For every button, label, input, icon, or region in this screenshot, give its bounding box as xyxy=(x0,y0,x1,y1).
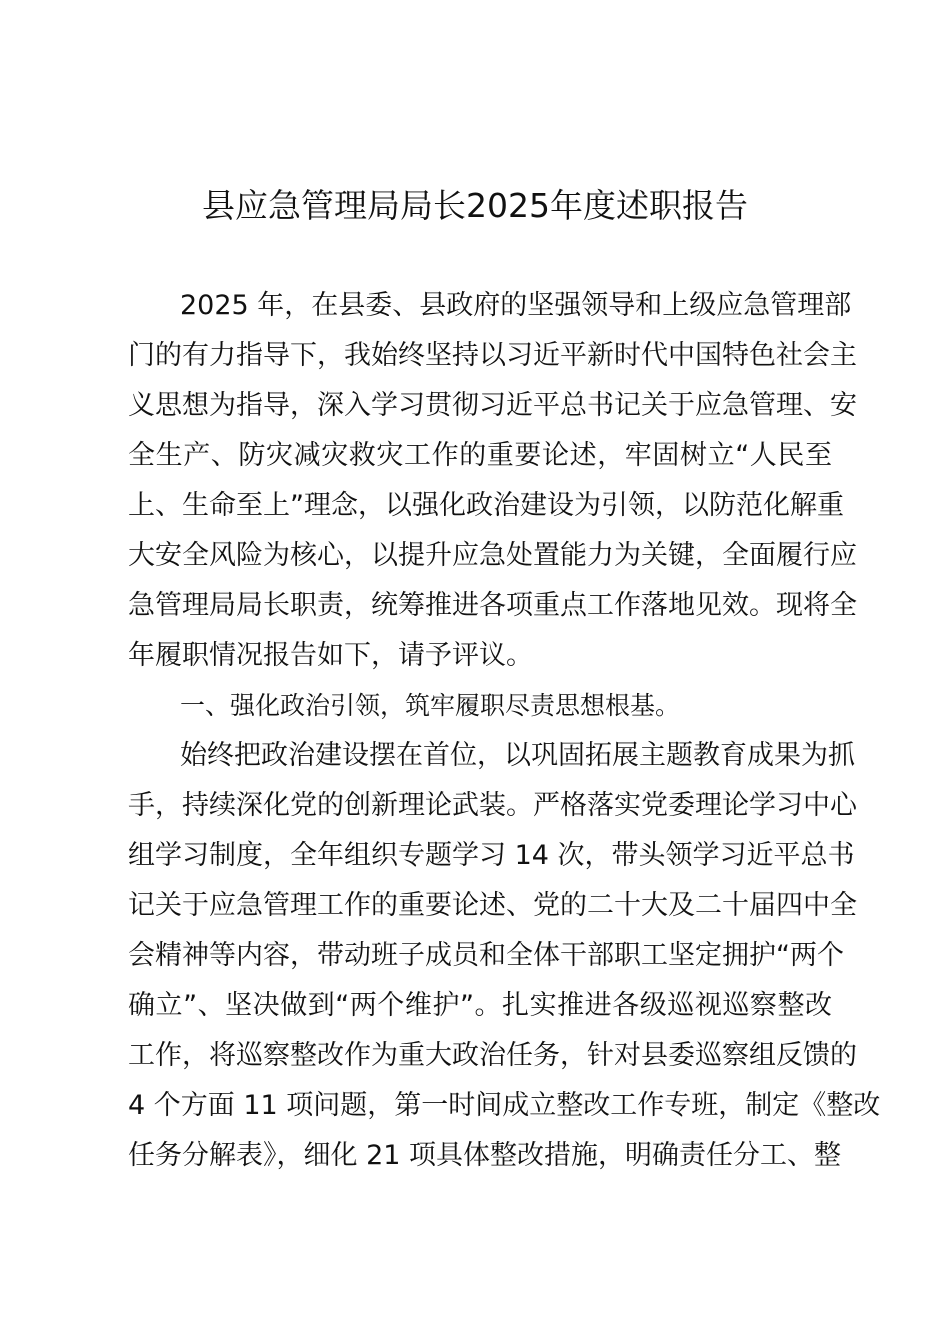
paragraph-1-line-1: 2025 年，在县委、县政府的坚强领导和上级应急管理部 xyxy=(180,290,852,321)
paragraph-1-line-5: 上、生命至上”理念，以强化政治建设为引领，以防范化解重 xyxy=(128,490,844,521)
paragraph-2-line-5: 会精神等内容，带动班子成员和全体干部职工坚定拥护“两个 xyxy=(128,940,844,971)
paragraph-1-line-7: 急管理局局长职责，统筹推进各项重点工作落地见效。现将全 xyxy=(128,590,857,621)
paragraph-1-line-8: 年履职情况报告如下，请予评议。 xyxy=(128,640,533,671)
paragraph-2-line-6: 确立”、坚决做到“两个维护”。扎实推进各级巡视巡察整改 xyxy=(128,990,832,1021)
paragraph-2-line-1: 始终把政治建设摆在首位，以巩固拓展主题教育成果为抓 xyxy=(180,740,855,771)
paragraph-1-line-6: 大安全风险为核心，以提升应急处置能力为关键，全面履行应 xyxy=(128,540,857,571)
section-heading-1: 一、强化政治引领，筑牢履职尽责思想根基。 xyxy=(180,691,681,720)
paragraph-2-line-7: 工作，将巡察整改作为重大政治任务，针对县委巡察组反馈的 xyxy=(128,1040,857,1071)
paragraph-2-line-3: 组学习制度，全年组织专题学习 14 次，带头领学习近平总书 xyxy=(128,840,855,871)
paragraph-1-line-2: 门的有力指导下，我始终坚持以习近平新时代中国特色社会主 xyxy=(128,340,857,371)
document-title: 县应急管理局局长2025年度述职报告 xyxy=(202,186,748,225)
paragraph-1-line-4: 全生产、防灾减灾救灾工作的重要论述，牢固树立“人民至 xyxy=(128,440,832,471)
document-body xyxy=(128,281,881,1181)
paragraph-2-line-2: 手，持续深化党的创新理论武装。严格落实党委理论学习中心 xyxy=(128,790,857,821)
paragraph-2-line-8: 4 个方面 11 项问题，第一时间成立整改工作专班，制定《整改 xyxy=(128,1090,881,1121)
paragraph-2-line-9: 任务分解表》，细化 21 项具体整改措施，明确责任分工、整 xyxy=(128,1140,842,1171)
paragraph-1-line-3: 义思想为指导，深入学习贯彻习近平总书记关于应急管理、安 xyxy=(128,390,857,421)
paragraph-2-line-4: 记关于应急管理工作的重要论述、党的二十大及二十届四中全 xyxy=(128,890,857,921)
